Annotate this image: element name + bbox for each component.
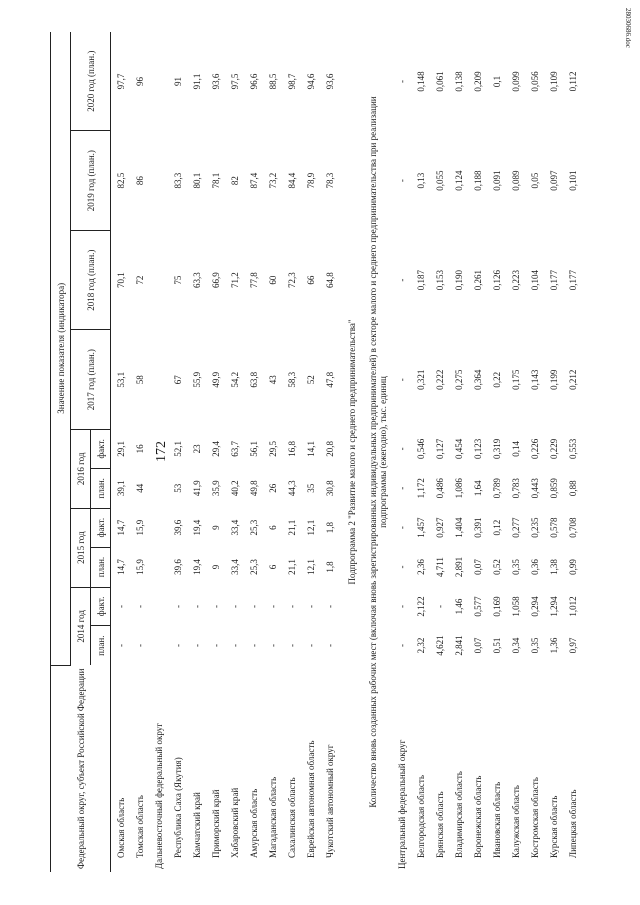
table-row: [487, 32, 506, 872]
value-cell: 0,097: [548, 170, 559, 191]
value-cell: 0,13: [415, 172, 426, 189]
value-cell: 72: [134, 275, 145, 285]
region-name: Ивановская область: [491, 781, 502, 858]
value-cell: 63,7: [229, 440, 240, 457]
value-cell: 2,32: [415, 637, 426, 654]
subprogram-section: [339, 32, 392, 872]
value-cell: 0,927: [434, 517, 445, 538]
value-cell: [149, 32, 168, 131]
value-cell: 14,7: [115, 559, 126, 575]
value-cell: -: [396, 643, 407, 647]
value-cell: -: [396, 278, 407, 282]
value-cell: -: [286, 643, 297, 647]
table-row: [449, 32, 468, 872]
value-cell: [149, 131, 168, 231]
value-cell: -: [134, 643, 145, 647]
value-cell: 0,199: [548, 369, 559, 390]
value-cell: 0,261: [472, 270, 483, 291]
year-2015-header: 2015 год: [71, 508, 91, 587]
value-cell: -: [286, 604, 297, 608]
value-cell: -: [191, 604, 202, 608]
value-cell: 64,8: [324, 272, 335, 289]
value-cell: 0,061: [434, 71, 445, 92]
value-cell: 0,275: [453, 369, 464, 390]
value-cell: 4,711: [434, 557, 445, 578]
value-cell: 0,35: [529, 637, 540, 654]
value-cell: 77,8: [248, 272, 259, 289]
value-cell: 14,7: [115, 519, 126, 536]
value-cell: 0,577: [472, 596, 483, 617]
group-row: [392, 32, 411, 872]
value-cell: 1,058: [510, 596, 521, 617]
value-cell: 0,138: [453, 71, 464, 92]
value-cell: 73,2: [267, 172, 278, 189]
value-cell: 0,454: [453, 438, 464, 459]
value-cell: 15,9: [134, 559, 145, 575]
value-cell: 55,9: [191, 371, 202, 388]
value-cell: 33,4: [229, 559, 240, 575]
region-name: Приморский край: [210, 789, 221, 858]
value-cell: 1,64: [472, 480, 483, 497]
value-cell: 0,101: [567, 170, 578, 191]
value-cell: 0,97: [567, 637, 578, 654]
value-cell: 1,38: [548, 559, 559, 575]
value-cell: 19,4: [191, 559, 202, 575]
value-cell: -: [229, 604, 240, 608]
value-cell: 1,172: [415, 478, 426, 499]
value-cell: 0,143: [529, 369, 540, 390]
value-cell: 0,190: [453, 270, 464, 291]
value-cell: 40,2: [229, 480, 240, 497]
value-cell: -: [229, 643, 240, 647]
value-cell: 0,99: [567, 559, 578, 575]
value-cell: -: [396, 179, 407, 183]
value-cell: 63,8: [248, 371, 259, 388]
value-cell: 94,6: [305, 73, 316, 90]
fact-header: факт.: [91, 429, 111, 468]
value-cell: 39,1: [115, 480, 126, 497]
value-cell: 0,109: [548, 71, 559, 92]
value-cell: 44: [134, 483, 145, 493]
value-cell: 1,404: [453, 517, 464, 538]
value-cell: 33,4: [229, 519, 240, 536]
value-cell: 78,3: [324, 172, 335, 189]
value-cell: 49,9: [210, 371, 221, 388]
value-cell: 0,486: [434, 478, 445, 499]
value-cell: 6: [267, 564, 278, 570]
value-cell: 53: [172, 483, 183, 493]
value-cell: 1,8: [324, 522, 335, 534]
region-name: Калужская область: [510, 785, 521, 858]
value-cell: 58: [134, 375, 145, 385]
value-cell: 54,2: [229, 371, 240, 388]
value-cell: 1,012: [567, 596, 578, 617]
value-cell: 0,52: [491, 559, 502, 575]
table-row: [168, 32, 187, 872]
value-cell: 43: [267, 375, 278, 385]
value-cell: 0,553: [567, 438, 578, 459]
value-cell: 67: [172, 375, 183, 385]
page-number: 172: [154, 441, 169, 462]
value-cell: 0,177: [548, 270, 559, 291]
value-cell: -: [324, 643, 335, 647]
value-cell: -: [396, 447, 407, 451]
value-cell: -: [396, 378, 407, 382]
value-cell: 0,546: [415, 438, 426, 459]
value-cell: 0,212: [567, 369, 578, 390]
value-cell: 0,708: [567, 517, 578, 538]
value-cell: -: [267, 643, 278, 647]
value-cell: 15,9: [134, 519, 145, 536]
table-row: [525, 32, 544, 872]
value-cell: 91,1: [191, 73, 202, 90]
value-cell: 16: [134, 444, 145, 454]
value-cell: -: [134, 604, 145, 608]
value-cell: 29,1: [115, 440, 126, 457]
value-cell: 0,223: [510, 270, 521, 291]
value-cell: 82,5: [115, 172, 126, 189]
value-cell: -: [396, 565, 407, 569]
value-cell: 0,578: [548, 517, 559, 538]
table-row: [225, 32, 244, 872]
subprogram-title: Подпрограмма 2 "Развитие малого и среднего предпринимательства": [346, 319, 357, 585]
value-cell: 78,9: [305, 172, 316, 189]
value-cell: 66,9: [210, 272, 221, 289]
value-cell: 93,6: [324, 73, 335, 90]
region-name: Липецкая область: [567, 789, 578, 858]
value-cell: 52,1: [172, 440, 183, 457]
value-cell: 0,35: [510, 559, 521, 575]
value-cell: 86: [134, 176, 145, 186]
value-cell: 52: [305, 375, 316, 385]
value-cell: 0,112: [567, 71, 578, 92]
value-cell: 0,124: [453, 170, 464, 191]
value-cell: [149, 230, 168, 330]
value-cell: 60: [267, 275, 278, 285]
value-cell: 88,5: [267, 73, 278, 90]
value-cell: 84,4: [286, 172, 297, 189]
value-cell: 56,1: [248, 440, 259, 457]
value-cell: 0,187: [415, 270, 426, 291]
value-cell: 0,51: [491, 637, 502, 654]
region-column-header: Федеральный округ, субъект Российской Федерации: [51, 665, 111, 872]
plan-header: план.: [91, 547, 111, 587]
value-cell: 20,8: [324, 440, 335, 457]
value-cell: 0,177: [567, 270, 578, 291]
value-cell: -: [115, 643, 126, 647]
value-cell: 0,055: [434, 170, 445, 191]
document-id: 28030686.doc: [624, 8, 632, 48]
value-cell: 2,122: [415, 596, 426, 617]
region-name: Магаданская область: [267, 776, 278, 858]
value-cell: [149, 429, 168, 468]
value-cell: -: [210, 643, 221, 647]
value-cell: 1,086: [453, 478, 464, 499]
value-cell: 14,1: [305, 440, 316, 457]
value-cell: 0,226: [529, 438, 540, 459]
value-cell: [149, 547, 168, 587]
value-cell: -: [210, 604, 221, 608]
value-cell: 0,277: [510, 517, 521, 538]
region-name: Центральный федеральный округ: [396, 739, 407, 869]
region-name: Воронежская область: [472, 775, 483, 858]
table-row: [244, 32, 263, 872]
indicator-title-header: Значение показателя (индикатора): [51, 32, 71, 665]
value-cell: 0,14: [510, 440, 521, 457]
table-row: [544, 32, 563, 872]
plan-header: план.: [91, 468, 111, 508]
value-cell: 1,8: [324, 561, 335, 573]
value-cell: 0,148: [415, 71, 426, 92]
value-cell: 1,36: [548, 637, 559, 654]
value-cell: 0,153: [434, 270, 445, 291]
value-cell: 2,841: [453, 635, 464, 656]
value-cell: 6: [267, 525, 278, 530]
value-cell: 29,4: [210, 440, 221, 457]
value-cell: 0,319: [491, 438, 502, 459]
value-cell: 0,127: [434, 438, 445, 459]
value-cell: 0,209: [472, 71, 483, 92]
value-cell: 83,3: [172, 172, 183, 189]
value-cell: -: [324, 604, 335, 608]
table-row: [263, 32, 282, 872]
value-cell: 0,188: [472, 170, 483, 191]
value-cell: -: [305, 604, 316, 608]
value-cell: -: [305, 643, 316, 647]
region-name: Брянская область: [434, 791, 445, 858]
table-row: [563, 32, 582, 872]
value-cell: 97,5: [229, 73, 240, 90]
value-cell: [149, 587, 168, 626]
value-cell: 0,091: [491, 170, 502, 191]
value-cell: 25,3: [248, 559, 259, 575]
region-name: Хабаровский край: [229, 787, 240, 858]
value-cell: 0,364: [472, 369, 483, 390]
value-cell: 0,391: [472, 517, 483, 538]
value-cell: 0,88: [567, 480, 578, 497]
value-cell: 0,1: [491, 75, 502, 88]
value-cell: 44,3: [286, 480, 297, 497]
plan-header: план.: [91, 626, 111, 665]
region-name: Белгородская область: [415, 775, 426, 858]
year-2016-header: 2016 год: [71, 429, 91, 508]
indicator-description: Количество вновь созданных рабочих мест (включая вновь зарегистрированных индивидуальных предпринимателей) в секторе малого и среднего предпринимательства при реализации подпрограммы (ежегодно), тыс. единиц: [368, 96, 388, 808]
value-cell: 12,1: [305, 559, 316, 575]
value-cell: 58,3: [286, 371, 297, 388]
value-cell: 41,9: [191, 480, 202, 497]
table-row: [187, 32, 206, 872]
value-cell: 47,8: [324, 371, 335, 388]
value-cell: 97,7: [115, 73, 126, 90]
value-cell: 96,6: [248, 73, 259, 90]
table-row: [320, 32, 339, 872]
value-cell: 93,6: [210, 73, 221, 90]
value-cell: 29,5: [267, 440, 278, 457]
value-cell: -: [115, 604, 126, 608]
value-cell: 0,104: [529, 270, 540, 291]
table-row: [468, 32, 487, 872]
value-cell: 0,34: [510, 637, 521, 654]
value-cell: 91: [172, 76, 183, 86]
value-cell: 23: [191, 444, 202, 454]
value-cell: 0,12: [491, 519, 502, 536]
value-cell: 12,1: [305, 519, 316, 536]
region-name: Еврейская автономная область: [305, 740, 316, 858]
table-row: [430, 32, 449, 872]
value-cell: -: [396, 79, 407, 83]
value-cell: -: [396, 526, 407, 530]
fact-header: факт.: [91, 587, 111, 626]
region-name: Владимирская область: [453, 771, 464, 858]
value-cell: -: [396, 604, 407, 608]
value-cell: 66: [305, 275, 316, 285]
value-cell: 2,891: [453, 556, 464, 578]
table-row: [111, 32, 131, 872]
value-cell: 0,229: [548, 438, 559, 459]
value-cell: 0,05: [529, 172, 540, 189]
table-row: [206, 32, 225, 872]
value-cell: 0,321: [415, 369, 426, 390]
value-cell: 71,2: [229, 272, 240, 289]
value-cell: 72,3: [286, 272, 297, 289]
value-cell: 96: [134, 76, 145, 86]
value-cell: 87,4: [248, 172, 259, 189]
indicator-table: [50, 32, 582, 872]
value-cell: 80,1: [191, 172, 202, 189]
year-2020-header: 2020 год (план.): [71, 32, 111, 131]
value-cell: 0,36: [529, 559, 540, 575]
value-cell: 78,1: [210, 172, 221, 189]
value-cell: 39,6: [172, 559, 183, 575]
value-cell: 0,126: [491, 270, 502, 291]
value-cell: -: [172, 643, 183, 647]
year-2014-header: 2014 год: [71, 587, 91, 665]
table-row: [301, 32, 320, 872]
region-name: Дальневосточный федеральный округ: [153, 723, 164, 869]
value-cell: -: [248, 643, 259, 647]
value-cell: -: [267, 604, 278, 608]
value-cell: 0,07: [472, 637, 483, 654]
value-cell: 16,8: [286, 440, 297, 457]
value-cell: -: [248, 604, 259, 608]
value-cell: 9: [210, 564, 221, 570]
region-name: Камчатский край: [191, 792, 202, 858]
region-name: Амурская область: [248, 788, 259, 858]
value-cell: 39,6: [172, 519, 183, 536]
value-cell: 1,294: [548, 596, 559, 617]
table-body-part-a: [111, 32, 340, 872]
region-name: Чукотский автономный округ: [324, 744, 335, 858]
value-cell: [149, 330, 168, 430]
value-cell: 0,294: [529, 596, 540, 617]
value-cell: 25,3: [248, 519, 259, 536]
value-cell: 30,8: [324, 480, 335, 497]
year-2019-header: 2019 год (план.): [71, 131, 111, 231]
value-cell: 0,123: [472, 438, 483, 459]
table-row: [411, 32, 430, 872]
table-body-part-b: [392, 32, 582, 872]
value-cell: 35: [305, 483, 316, 493]
value-cell: 49,8: [248, 480, 259, 497]
group-row: [149, 32, 168, 872]
value-cell: [149, 468, 168, 508]
value-cell: 21,1: [286, 559, 297, 575]
value-cell: 0,175: [510, 369, 521, 390]
value-cell: 63,3: [191, 272, 202, 289]
value-cell: 0,222: [434, 369, 445, 390]
table-row: [506, 32, 525, 872]
region-name: Курская область: [548, 795, 559, 858]
region-name: Омская область: [115, 797, 126, 858]
value-cell: 21,1: [286, 519, 297, 536]
value-cell: 1,46: [453, 598, 464, 615]
table-row: [130, 32, 149, 872]
value-cell: 0,789: [491, 478, 502, 499]
value-cell: 9: [210, 525, 221, 530]
value-cell: 2,36: [415, 559, 426, 575]
value-cell: 0,169: [491, 596, 502, 617]
value-cell: 0,859: [548, 478, 559, 499]
value-cell: 0,22: [491, 371, 502, 388]
value-cell: 26: [267, 483, 278, 493]
value-cell: 0,235: [529, 517, 540, 538]
year-2018-header: 2018 год (план.): [71, 230, 111, 330]
fact-header: факт.: [91, 508, 111, 547]
value-cell: 4,621: [434, 635, 445, 656]
region-name: Костромская область: [529, 777, 540, 858]
value-cell: 0,056: [529, 71, 540, 92]
value-cell: 35,9: [210, 480, 221, 497]
value-cell: 0,07: [472, 559, 483, 575]
value-cell: [149, 508, 168, 547]
value-cell: 75: [172, 275, 183, 285]
region-name: Томская область: [134, 795, 145, 858]
value-cell: -: [396, 486, 407, 490]
value-cell: 0,443: [529, 478, 540, 499]
value-cell: 0,783: [510, 478, 521, 499]
value-cell: 98,7: [286, 73, 297, 90]
value-cell: -: [172, 604, 183, 608]
value-cell: [149, 626, 168, 665]
value-cell: 19,4: [191, 519, 202, 536]
value-cell: 0,089: [510, 170, 521, 191]
year-2017-header: 2017 год (план.): [71, 330, 111, 430]
table-row: [282, 32, 301, 872]
value-cell: -: [434, 604, 445, 608]
region-name: Сахалинская область: [286, 777, 297, 858]
value-cell: 1,457: [415, 517, 426, 538]
value-cell: 82: [229, 176, 240, 186]
value-cell: 0,099: [510, 71, 521, 92]
region-name: Республика Саха (Якутия): [172, 757, 183, 858]
value-cell: 70,1: [115, 272, 126, 289]
value-cell: -: [191, 643, 202, 647]
value-cell: 53,1: [115, 371, 126, 388]
